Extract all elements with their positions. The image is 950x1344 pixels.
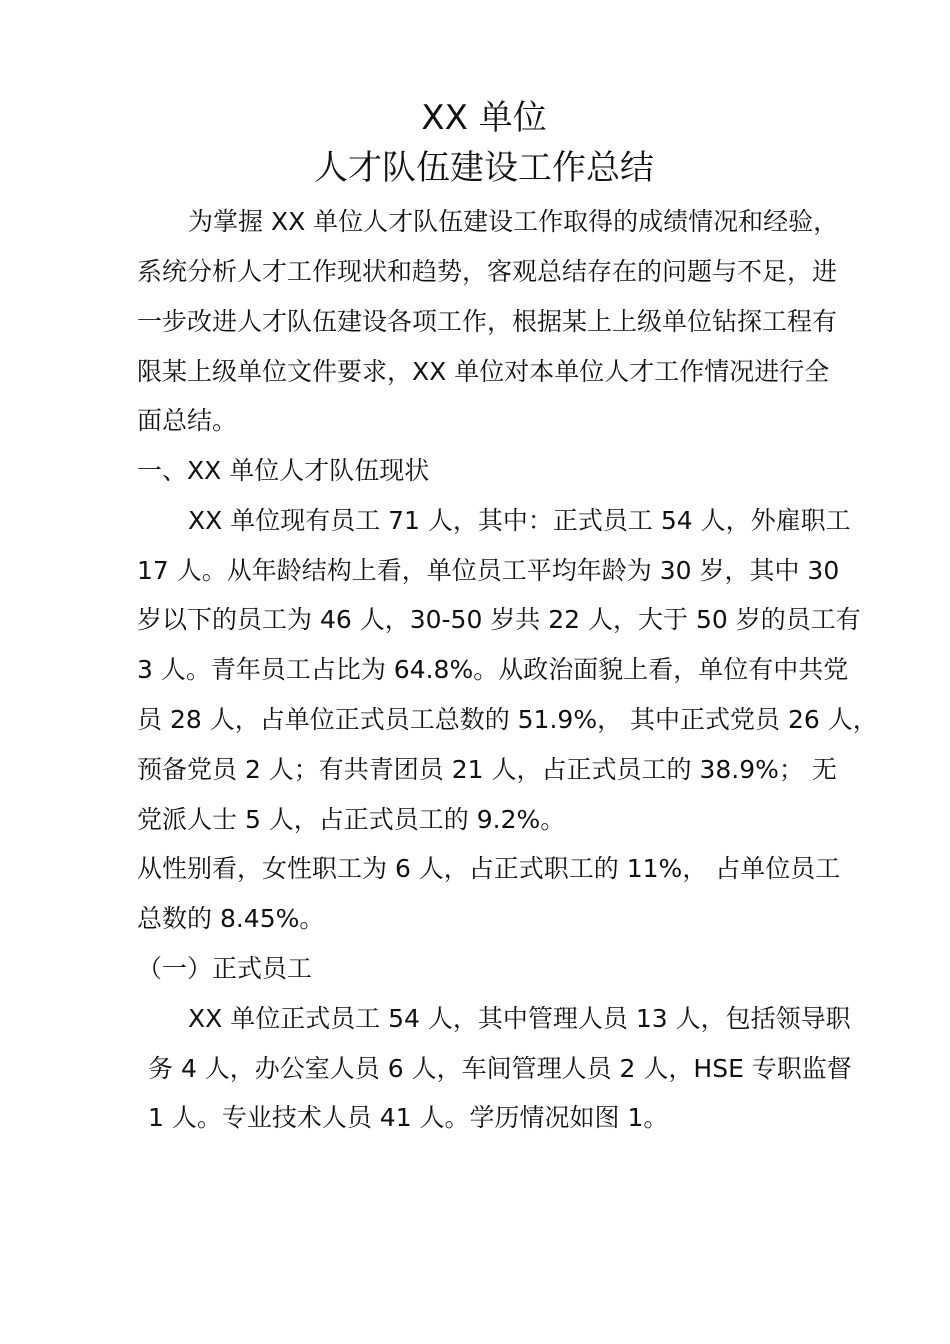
paragraph-intro-line-4: 限某上级单位文件要求，XX 单位对本单位人才工作情况进行全 <box>137 357 830 386</box>
paragraph-intro-line-2: 系统分析人才工作现状和趋势，客观总结存在的问题与不足，进 <box>137 257 838 286</box>
paragraph-status-line-5: 员 28 人，占单位正式员工总数的 51.9%， 其中正式党员 26 人， <box>137 705 878 734</box>
document-title-unit: XX 单位 <box>421 98 547 138</box>
paragraph-intro-line-5: 面总结。 <box>137 406 238 435</box>
paragraph-status-line-7: 党派人士 5 人，占正式员工的 9.2%。 <box>137 805 566 834</box>
paragraph-status-line-3: 岁以下的员工为 46 人，30-50 岁共 22 人，大于 50 岁的员工有 <box>137 605 861 634</box>
subsection-heading-1: （一）正式员工 <box>137 954 313 983</box>
paragraph-intro-line-3: 一步改进人才队伍建设各项工作，根据某上上级单位钻探工程有 <box>137 307 838 336</box>
paragraph-gender-line-1: 从性别看，女性职工为 6 人，占正式职工的 11%， 占单位员工 <box>137 854 841 883</box>
paragraph-staff-line-1: XX 单位正式员工 54 人，其中管理人员 13 人，包括领导职 <box>188 1004 851 1033</box>
paragraph-status-line-6: 预备党员 2 人；有共青团员 21 人，占正式员工的 38.9%； 无 <box>137 755 837 784</box>
paragraph-status-line-2: 17 人。从年龄结构上看，单位员工平均年龄为 30 岁，其中 30 <box>137 556 840 585</box>
paragraph-gender-line-2: 总数的 8.45%。 <box>137 904 325 933</box>
paragraph-status-line-1: XX 单位现有员工 71 人，其中：正式员工 54 人，外雇职工 <box>188 506 851 535</box>
paragraph-status-line-4: 3 人。青年员工占比为 64.8%。从政治面貌上看，单位有中共党 <box>137 655 849 684</box>
document-title-main: 人才队伍建设工作总结 <box>314 148 654 188</box>
paragraph-intro-line-1: 为掌握 XX 单位人才队伍建设工作取得的成绩情况和经验， <box>188 207 839 236</box>
paragraph-staff-line-2: 务 4 人，办公室人员 6 人，车间管理人员 2 人，HSE 专职监督 <box>148 1054 852 1083</box>
paragraph-staff-line-3: 1 人。专业技术人员 41 人。学历情况如图 1。 <box>148 1103 669 1132</box>
section-heading-1: 一、XX 单位人才队伍现状 <box>137 456 430 485</box>
